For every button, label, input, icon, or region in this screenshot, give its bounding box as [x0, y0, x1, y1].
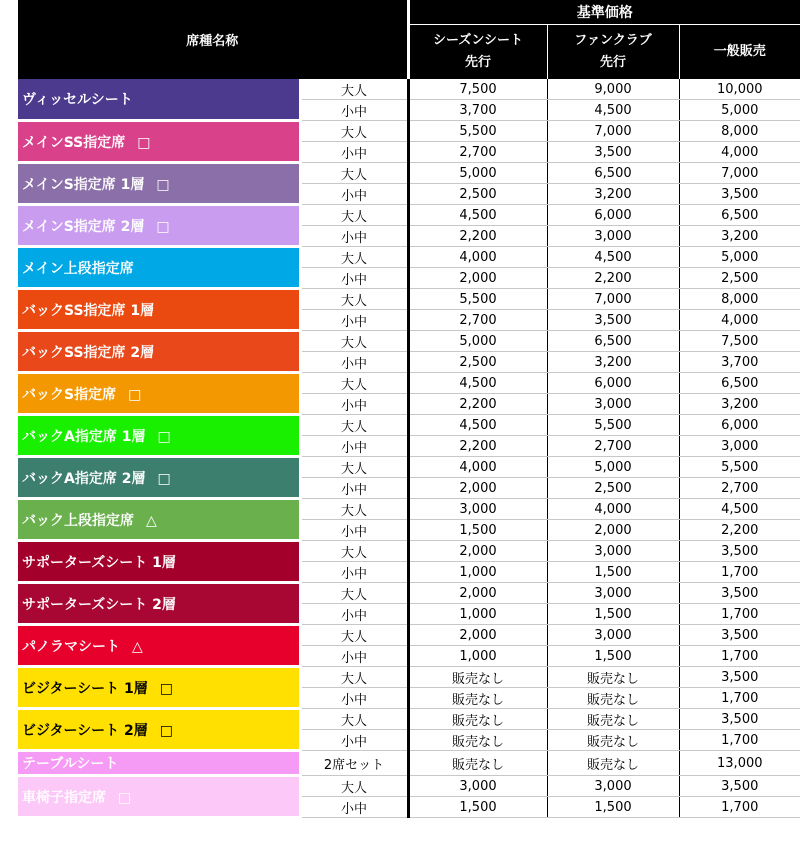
general-price-cell: 3,500 — [679, 709, 800, 730]
general-price-cell: 4,000 — [679, 142, 800, 163]
general-price-cell: 3,200 — [679, 394, 800, 415]
fanclub-price-cell: 5,000 — [547, 457, 679, 478]
season-seat-header — [408, 25, 547, 80]
season-price-cell: 販売なし — [408, 688, 547, 709]
seat-name-cell — [18, 373, 300, 415]
season-price-cell: 1,000 — [408, 562, 547, 583]
seat-mark: △ — [146, 512, 157, 529]
seat-name-cell — [18, 751, 300, 776]
fanclub-price-cell: 3,000 — [547, 541, 679, 562]
age-cell: 大人 — [300, 709, 408, 730]
seat-name: バック上段指定席 — [22, 512, 134, 529]
seat-name: バックSS指定席 2層 — [22, 344, 155, 361]
age-cell: 大人 — [300, 79, 408, 100]
seat-name: メインSS指定席 — [22, 134, 126, 151]
seat-name: バックSS指定席 1層 — [22, 302, 155, 319]
general-price-cell: 1,700 — [679, 797, 800, 818]
age-cell: 小中 — [300, 478, 408, 499]
fanclub-price-cell: 6,000 — [547, 205, 679, 226]
season-price-cell: 3,700 — [408, 100, 547, 121]
general-price-cell: 3,500 — [679, 541, 800, 562]
season-price-cell: 販売なし — [408, 730, 547, 751]
general-price-cell: 2,500 — [679, 268, 800, 289]
season-price-cell: 2,000 — [408, 583, 547, 604]
seat-name: サポーターズシート 1層 — [22, 554, 176, 571]
age-cell: 大人 — [300, 415, 408, 436]
season-price-cell: 1,000 — [408, 646, 547, 667]
age-cell: 大人 — [300, 776, 408, 797]
table-row — [18, 457, 800, 478]
seat-name-cell — [18, 625, 300, 667]
fanclub-price-cell: 9,000 — [547, 79, 679, 100]
season-price-cell: 5,500 — [408, 289, 547, 310]
seat-name: パノラマシート — [22, 638, 120, 655]
general-price-cell: 8,000 — [679, 121, 800, 142]
seat-name-cell — [18, 709, 300, 751]
fanclub-price-cell: 6,000 — [547, 373, 679, 394]
general-price-cell: 6,500 — [679, 205, 800, 226]
general-price-cell: 2,200 — [679, 520, 800, 541]
fanclub-price-cell: 6,500 — [547, 331, 679, 352]
age-cell: 小中 — [300, 604, 408, 625]
seat-name-cell — [18, 163, 300, 205]
base-price-header: 基準価格 — [408, 0, 800, 25]
price-table — [18, 0, 800, 819]
season-price-cell: 4,500 — [408, 373, 547, 394]
table-row — [18, 625, 800, 646]
seat-name-cell — [18, 667, 300, 709]
fanclub-label: ファンクラブ — [574, 33, 652, 48]
season-price-cell: 3,000 — [408, 499, 547, 520]
table-row — [18, 163, 800, 184]
seat-name: メインS指定席 2層 — [22, 218, 145, 235]
seat-name-cell — [18, 247, 300, 289]
season-price-cell: 販売なし — [408, 667, 547, 688]
table-row — [18, 541, 800, 562]
fanclub-price-cell: 1,500 — [547, 646, 679, 667]
seat-mark: □ — [159, 722, 174, 739]
season-seat-label: シーズンシート — [432, 33, 524, 48]
fanclub-price-cell: 2,000 — [547, 520, 679, 541]
table-row — [18, 289, 800, 310]
seat-name: バックA指定席 1層 — [22, 428, 146, 445]
seat-name: 車椅子指定席 — [22, 789, 106, 806]
age-cell: 大人 — [300, 121, 408, 142]
fanclub-price-cell: 2,700 — [547, 436, 679, 457]
age-cell: 大人 — [300, 499, 408, 520]
age-cell: 大人 — [300, 163, 408, 184]
fanclub-price-cell: 販売なし — [547, 709, 679, 730]
seat-mark: △ — [132, 638, 143, 655]
general-price-cell: 4,500 — [679, 499, 800, 520]
fanclub-price-cell: 3,500 — [547, 142, 679, 163]
season-price-cell: 2,000 — [408, 541, 547, 562]
season-price-cell: 5,000 — [408, 163, 547, 184]
seat-name: バックA指定席 2層 — [22, 470, 146, 487]
general-price-cell: 1,700 — [679, 562, 800, 583]
seat-mark: □ — [157, 428, 171, 445]
season-price-cell: 4,500 — [408, 415, 547, 436]
age-cell: 小中 — [300, 520, 408, 541]
seat-name: バックS指定席 — [22, 386, 117, 403]
table-row — [18, 331, 800, 352]
age-cell: 大人 — [300, 625, 408, 646]
season-price-cell: 1,500 — [408, 797, 547, 818]
fanclub-price-cell: 3,200 — [547, 184, 679, 205]
seat-name-cell — [18, 583, 300, 625]
age-cell: 小中 — [300, 394, 408, 415]
age-cell: 小中 — [300, 142, 408, 163]
fanclub-price-cell: 3,000 — [547, 625, 679, 646]
season-price-cell: 2,200 — [408, 226, 547, 247]
age-cell: 大人 — [300, 289, 408, 310]
fanclub-price-cell: 3,000 — [547, 776, 679, 797]
table-row — [18, 667, 800, 688]
seat-name-cell — [18, 331, 300, 373]
general-price-cell: 1,700 — [679, 646, 800, 667]
season-price-cell: 販売なし — [408, 709, 547, 730]
seat-name-cell — [18, 79, 300, 121]
fanclub-price-cell: 販売なし — [547, 751, 679, 776]
fanclub-price-cell: 2,500 — [547, 478, 679, 499]
fanclub-price-cell: 3,200 — [547, 352, 679, 373]
fanclub-price-cell: 5,500 — [547, 415, 679, 436]
fanclub-price-cell: 3,000 — [547, 226, 679, 247]
fanclub-price-cell: 4,500 — [547, 247, 679, 268]
general-price-cell: 4,000 — [679, 310, 800, 331]
table-row — [18, 79, 800, 100]
general-sale-header: 一般販売 — [679, 25, 800, 80]
season-price-cell: 5,500 — [408, 121, 547, 142]
general-price-cell: 1,700 — [679, 688, 800, 709]
seat-mark: □ — [159, 680, 174, 697]
seat-name: ビジターシート 2層 — [22, 722, 148, 739]
table-body — [18, 79, 800, 818]
season-price-cell: 2,500 — [408, 184, 547, 205]
season-price-cell: 2,000 — [408, 268, 547, 289]
seat-name: ヴィッセルシート — [22, 92, 133, 108]
seat-name-cell — [18, 776, 300, 818]
age-cell: 小中 — [300, 730, 408, 751]
season-price-cell: 2,700 — [408, 310, 547, 331]
fanclub-price-cell: 6,500 — [547, 163, 679, 184]
fanclub-price-cell: 3,500 — [547, 310, 679, 331]
seat-name: サポーターズシート 2層 — [22, 596, 176, 613]
age-cell: 小中 — [300, 436, 408, 457]
general-price-cell: 3,200 — [679, 226, 800, 247]
general-price-cell: 3,500 — [679, 625, 800, 646]
general-price-cell: 1,700 — [679, 730, 800, 751]
season-price-cell: 2,200 — [408, 394, 547, 415]
table-row — [18, 499, 800, 520]
fanclub-price-cell: 販売なし — [547, 667, 679, 688]
fanclub-price-cell: 1,500 — [547, 562, 679, 583]
fanclub-price-cell: 販売なし — [547, 730, 679, 751]
seat-name-cell — [18, 499, 300, 541]
season-price-cell: 4,000 — [408, 247, 547, 268]
table-row — [18, 247, 800, 268]
fanclub-price-cell: 2,200 — [547, 268, 679, 289]
age-cell: 小中 — [300, 310, 408, 331]
season-price-cell: 4,500 — [408, 205, 547, 226]
season-price-cell: 1,000 — [408, 604, 547, 625]
seat-name-cell — [18, 121, 300, 163]
seat-mark: □ — [157, 470, 171, 487]
general-price-cell: 7,500 — [679, 331, 800, 352]
table-row — [18, 415, 800, 436]
general-price-cell: 3,500 — [679, 776, 800, 797]
seat-name: メインS指定席 1層 — [22, 176, 145, 193]
general-price-cell: 1,700 — [679, 604, 800, 625]
general-price-cell: 8,000 — [679, 289, 800, 310]
table-row — [18, 583, 800, 604]
fanclub-header — [547, 25, 679, 80]
seat-name: ビジターシート 1層 — [22, 680, 148, 697]
season-price-cell: 販売なし — [408, 751, 547, 776]
table-row — [18, 709, 800, 730]
age-cell: 小中 — [300, 688, 408, 709]
age-cell: 小中 — [300, 100, 408, 121]
table-row — [18, 205, 800, 226]
seat-mark: □ — [128, 386, 142, 403]
season-price-cell: 4,000 — [408, 457, 547, 478]
season-price-cell: 2,000 — [408, 625, 547, 646]
fanclub-price-cell: 3,000 — [547, 394, 679, 415]
fanclub-price-cell: 4,500 — [547, 100, 679, 121]
general-price-cell: 2,700 — [679, 478, 800, 499]
general-price-cell: 5,500 — [679, 457, 800, 478]
season-price-cell: 1,500 — [408, 520, 547, 541]
fanclub-price-cell: 1,500 — [547, 797, 679, 818]
age-cell: 小中 — [300, 352, 408, 373]
fanclub-price-cell: 1,500 — [547, 604, 679, 625]
age-cell: 2席セット — [300, 751, 408, 776]
season-price-cell: 7,500 — [408, 79, 547, 100]
age-cell: 小中 — [300, 646, 408, 667]
general-price-cell: 3,500 — [679, 583, 800, 604]
general-price-cell: 3,700 — [679, 352, 800, 373]
age-cell: 大人 — [300, 331, 408, 352]
age-cell: 大人 — [300, 247, 408, 268]
seat-mark: □ — [156, 218, 170, 235]
seat-name: テーブルシート — [22, 756, 119, 772]
general-price-cell: 13,000 — [679, 751, 800, 776]
age-cell: 大人 — [300, 373, 408, 394]
general-price-cell: 5,000 — [679, 247, 800, 268]
seat-name-header: 席種名称 — [18, 0, 408, 79]
age-cell: 小中 — [300, 268, 408, 289]
age-cell: 小中 — [300, 797, 408, 818]
general-price-cell: 3,500 — [679, 667, 800, 688]
season-price-cell: 2,200 — [408, 436, 547, 457]
season-seat-sub: 先行 — [464, 55, 491, 70]
age-cell: 小中 — [300, 184, 408, 205]
general-price-cell: 7,000 — [679, 163, 800, 184]
seat-mark: □ — [156, 176, 170, 193]
fanclub-price-cell: 7,000 — [547, 121, 679, 142]
table-row — [18, 751, 800, 776]
season-price-cell: 2,000 — [408, 478, 547, 499]
seat-mark: □ — [118, 789, 132, 806]
seat-name: メイン上段指定席 — [22, 260, 134, 277]
age-cell: 大人 — [300, 541, 408, 562]
general-price-cell: 6,500 — [679, 373, 800, 394]
fanclub-price-cell: 7,000 — [547, 289, 679, 310]
table-row — [18, 776, 800, 797]
seat-name-cell — [18, 415, 300, 457]
season-price-cell: 3,000 — [408, 776, 547, 797]
general-price-cell: 3,500 — [679, 184, 800, 205]
fanclub-sub: 先行 — [599, 55, 626, 70]
fanclub-price-cell: 3,000 — [547, 583, 679, 604]
seat-name-cell — [18, 205, 300, 247]
age-cell: 小中 — [300, 226, 408, 247]
seat-mark: □ — [137, 134, 151, 151]
table-row — [18, 373, 800, 394]
season-price-cell: 5,000 — [408, 331, 547, 352]
age-cell: 大人 — [300, 583, 408, 604]
age-cell: 大人 — [300, 457, 408, 478]
age-cell: 大人 — [300, 667, 408, 688]
general-price-cell: 10,000 — [679, 79, 800, 100]
seat-name-cell — [18, 289, 300, 331]
fanclub-price-cell: 販売なし — [547, 688, 679, 709]
season-price-cell: 2,700 — [408, 142, 547, 163]
general-price-cell: 6,000 — [679, 415, 800, 436]
seat-name-cell — [18, 457, 300, 499]
age-cell: 小中 — [300, 562, 408, 583]
general-price-cell: 5,000 — [679, 100, 800, 121]
table-row — [18, 121, 800, 142]
age-cell: 大人 — [300, 205, 408, 226]
general-price-cell: 3,000 — [679, 436, 800, 457]
seat-name-cell — [18, 541, 300, 583]
season-price-cell: 2,500 — [408, 352, 547, 373]
fanclub-price-cell: 4,000 — [547, 499, 679, 520]
